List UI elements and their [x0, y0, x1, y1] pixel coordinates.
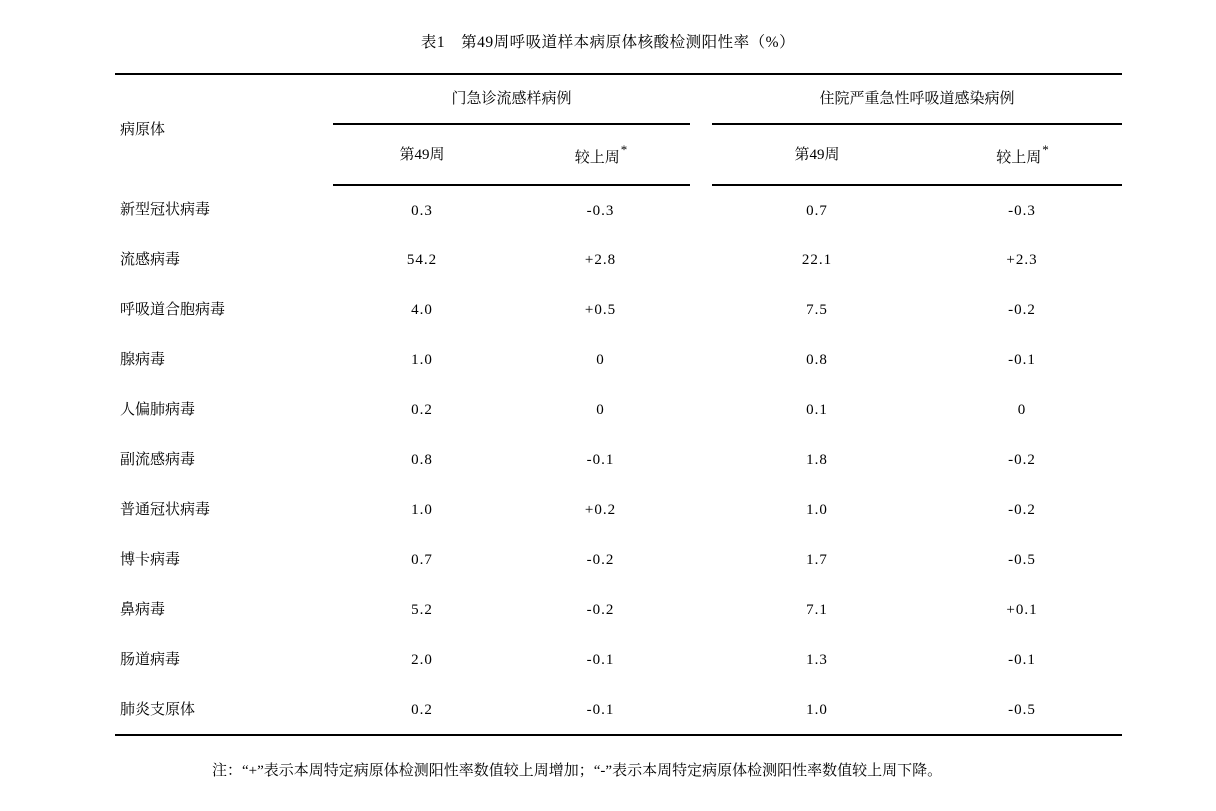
- outpatient-change-cell: -0.2: [586, 602, 615, 618]
- outpatient-change-cell: 0: [596, 352, 605, 368]
- pathogen-cell: 人偏肺病毒: [120, 402, 196, 418]
- inpatient-week-cell: 0.8: [806, 352, 828, 368]
- table-row: [115, 285, 1122, 335]
- table-row: [115, 685, 1122, 735]
- inpatient-change-cell: 0: [1017, 402, 1027, 418]
- outpatient-change-cell: -0.1: [586, 652, 615, 668]
- column-gap: [690, 385, 712, 435]
- outpatient-change-cell: -0.3: [586, 202, 615, 219]
- column-gap: [690, 74, 712, 185]
- inpatient-week-cell: 1.0: [806, 701, 828, 718]
- inpatient-week-cell: 7.1: [806, 602, 828, 618]
- column-gap: [690, 485, 712, 535]
- table-row: [115, 535, 1122, 585]
- table-row: [115, 435, 1122, 485]
- outpatient-week-cell: 0.8: [411, 452, 433, 468]
- asterisk-superscript: *: [1042, 141, 1049, 157]
- inpatient-change-cell: -0.2: [1008, 302, 1036, 318]
- inpatient-week-cell: 22.1: [801, 252, 833, 268]
- outpatient-change-cell: -0.2: [586, 552, 615, 568]
- outpatient-change-cell: -0.1: [586, 452, 615, 468]
- pathogen-cell: 肺炎支原体: [120, 701, 196, 718]
- pathogen-cell: 流感病毒: [120, 252, 181, 268]
- column-gap: [690, 585, 712, 635]
- pathogen-cell: 新型冠状病毒: [120, 202, 211, 218]
- pathogen-cell: 肠道病毒: [120, 652, 181, 668]
- change-header-label: 较上周: [574, 149, 620, 166]
- outpatient-week-cell: 0.3: [411, 202, 433, 219]
- column-gap: [690, 685, 712, 735]
- outpatient-change-header: [511, 124, 690, 185]
- pathogen-cell: 普通冠状病毒: [120, 502, 211, 518]
- column-gap: [690, 435, 712, 485]
- column-gap: [690, 635, 712, 685]
- inpatient-change-cell: -0.2: [1008, 452, 1036, 468]
- group-header-row: [115, 74, 1122, 124]
- inpatient-change-cell: -0.3: [1008, 202, 1036, 219]
- inpatient-week-cell: 1.0: [806, 502, 828, 518]
- pathogen-column-header: 病原体: [120, 122, 166, 138]
- inpatient-week-cell: 1.8: [806, 452, 828, 468]
- outpatient-group-header: 门急诊流感样病例: [333, 74, 690, 124]
- outpatient-week-cell: 4.0: [411, 302, 433, 318]
- inpatient-change-cell: -0.5: [1008, 552, 1036, 568]
- outpatient-week-cell: 1.0: [411, 502, 433, 518]
- outpatient-week-cell: 0.2: [411, 402, 433, 418]
- table-row: [115, 485, 1122, 535]
- column-gap: [690, 285, 712, 335]
- outpatient-change-cell: 0: [596, 402, 605, 418]
- column-gap: [690, 335, 712, 385]
- table-row: [115, 635, 1122, 685]
- outpatient-week-cell: 0.7: [411, 552, 433, 568]
- outpatient-change-cell: -0.1: [586, 701, 615, 718]
- outpatient-week-cell: 0.2: [411, 701, 433, 718]
- inpatient-group-header: 住院严重急性呼吸道感染病例: [712, 74, 1122, 124]
- table-title: 表1 第49周呼吸道样本病原体核酸检测阳性率（%）: [420, 34, 796, 51]
- inpatient-week-cell: 0.1: [806, 402, 828, 418]
- inpatient-change-cell: -0.1: [1008, 652, 1036, 668]
- inpatient-change-cell: -0.1: [1008, 352, 1036, 368]
- positivity-rate-table: [115, 73, 1122, 736]
- outpatient-change-cell: +0.5: [584, 302, 617, 318]
- pathogen-cell: 呼吸道合胞病毒: [120, 302, 226, 318]
- column-gap: [690, 535, 712, 585]
- table-row: [115, 185, 1122, 235]
- inpatient-change-cell: -0.5: [1008, 701, 1036, 718]
- outpatient-week-cell: 2.0: [411, 652, 433, 668]
- outpatient-change-cell: +2.8: [584, 252, 617, 268]
- outpatient-week-header: 第49周: [333, 124, 511, 185]
- inpatient-change-cell: -0.2: [1008, 502, 1036, 518]
- table-row: [115, 585, 1122, 635]
- footnote: 注：“+”表示本周特定病原体检测阳性率数值较上周增加；“-”表示本周特定病原体检测阳性率数值较上周下降。: [212, 763, 943, 779]
- pathogen-cell: 腺病毒: [120, 352, 166, 368]
- outpatient-week-cell: 54.2: [406, 252, 438, 268]
- inpatient-week-cell: 7.5: [806, 302, 828, 318]
- inpatient-week-cell: 1.3: [806, 652, 828, 668]
- asterisk-superscript: *: [620, 141, 628, 157]
- pathogen-cell: 博卡病毒: [120, 552, 181, 568]
- pathogen-cell: 副流感病毒: [120, 452, 196, 468]
- outpatient-week-cell: 5.2: [411, 602, 433, 618]
- table-row: [115, 335, 1122, 385]
- change-header-label: 较上周: [996, 149, 1042, 166]
- column-gap: [690, 235, 712, 285]
- inpatient-week-cell: 0.7: [806, 202, 828, 219]
- column-gap: [690, 185, 712, 235]
- inpatient-week-cell: 1.7: [806, 552, 828, 568]
- outpatient-week-cell: 1.0: [411, 352, 433, 368]
- table-row: [115, 235, 1122, 285]
- inpatient-change-cell: +2.3: [1006, 252, 1038, 268]
- inpatient-change-header: [922, 124, 1122, 185]
- table-row: [115, 385, 1122, 435]
- outpatient-change-cell: +0.2: [584, 502, 617, 518]
- inpatient-week-header: 第49周: [712, 124, 922, 185]
- inpatient-change-cell: +0.1: [1006, 602, 1038, 618]
- pathogen-cell: 鼻病毒: [120, 602, 166, 618]
